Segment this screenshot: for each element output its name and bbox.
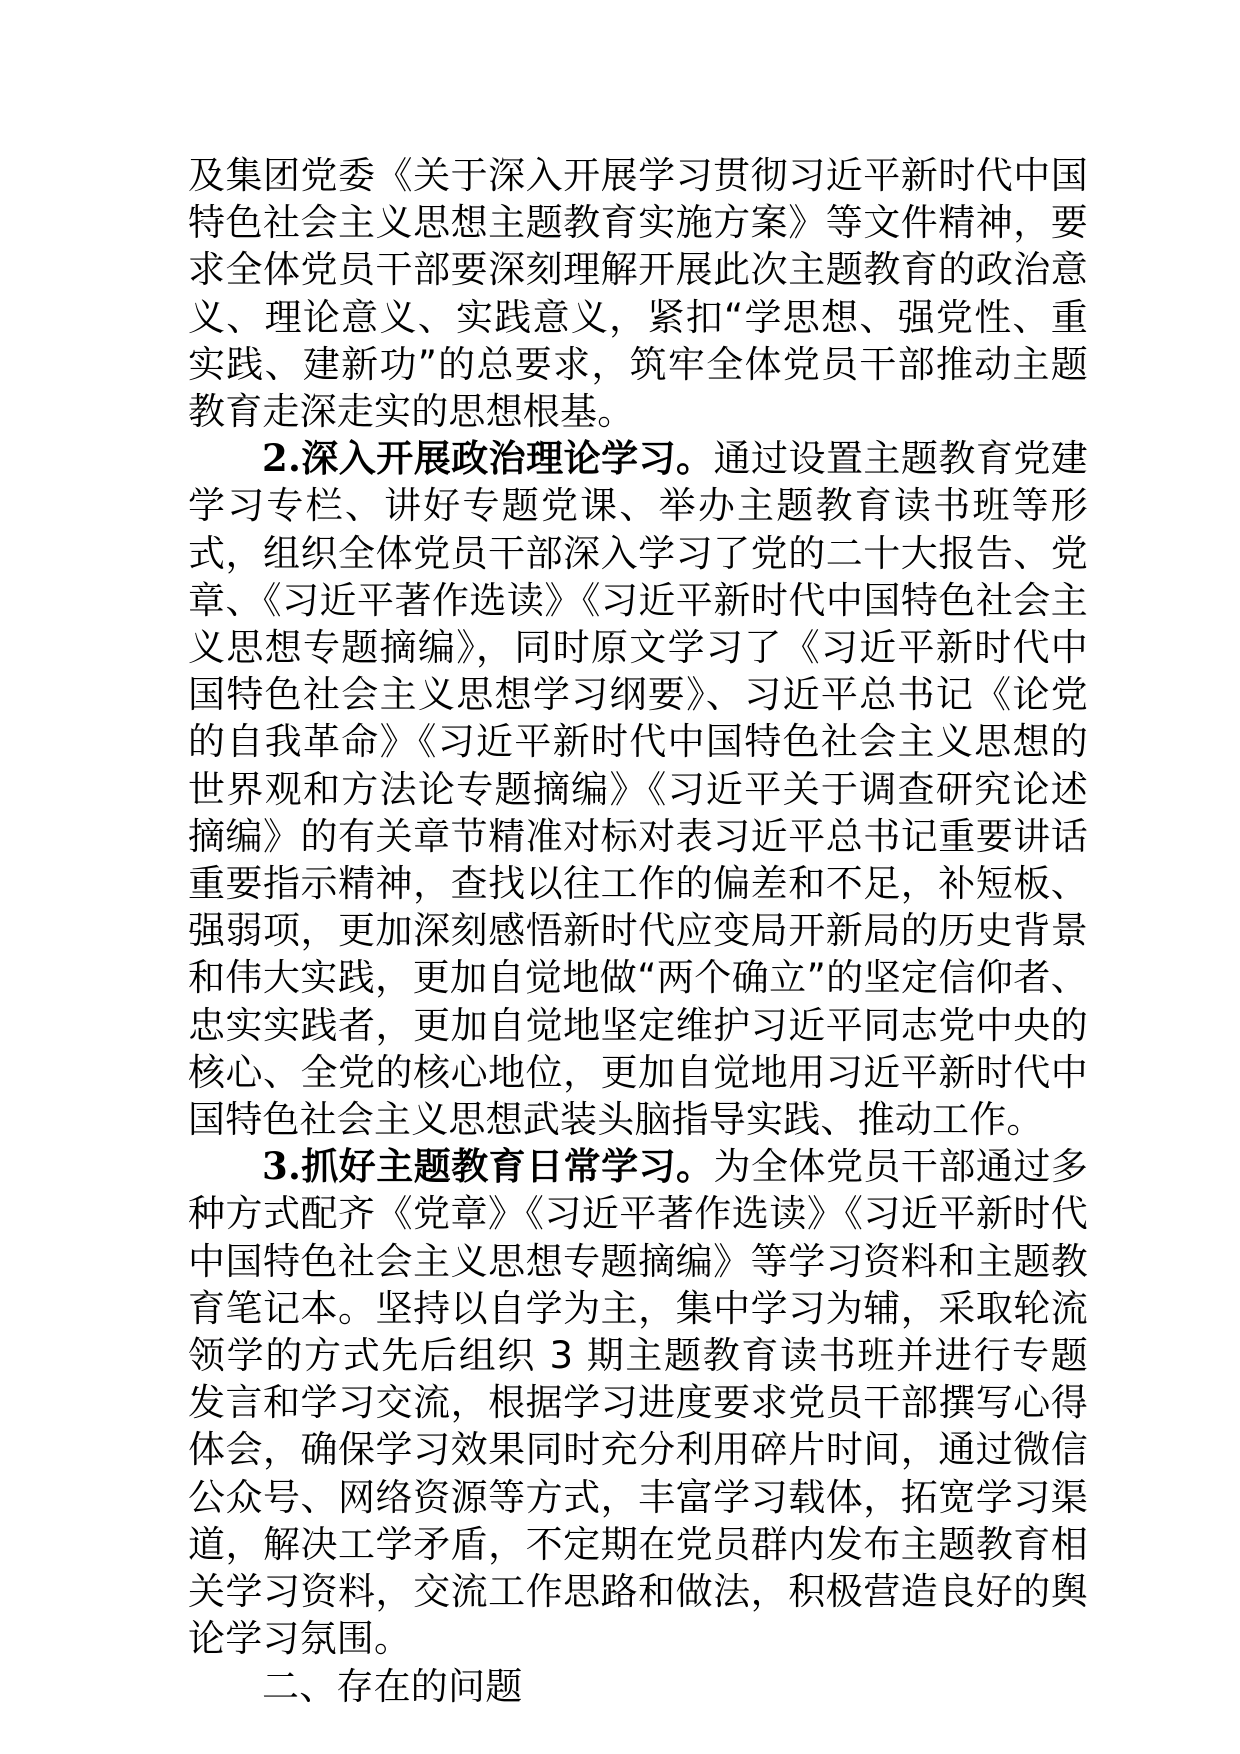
paragraph-3-text: 为全体党员干部通过多种方式配齐《党章》《习近平著作选读》《习近平新时代中国特色社会主义思想专题摘编》等学习资料和主题教育笔记本。坚持以自学为主，集中学习为辅，采取轮流领学的方式先后组织 3 期主题教育读书班并进行专题发言和学习交流，根据学习进度要求党员干部撰写心得体会，确保学习效果同时充分利用碎片时间，通过微信公众号、网络资源等方式，丰富学习载体，拓宽学习渠道，解决工学矛盾，不定期在党员群内发布主题教育相关学习资料，交流工作思路和做法，积极营造良好的舆论学习氛围。 [188, 1145, 1089, 1661]
paragraph-2-lead: 2.深入开展政治理论学习。 [262, 436, 714, 481]
paragraph-1 [188, 152, 1088, 435]
paragraph-3 [188, 1143, 1088, 1662]
paragraph-2 [188, 435, 1088, 1143]
document-body [188, 152, 1088, 1710]
section-heading: 二、存在的问题 [262, 1664, 523, 1708]
paragraph-2-text: 通过设置主题教育党建学习专栏、讲好专题党课、举办主题教育读书班等形式，组织全体党员干部深入学习了党的二十大报告、党章、《习近平著作选读》《习近平新时代中国特色社会主义思想专题摘编》，同时原文学习了《习近平新时代中国特色社会主义思想学习纲要》、习近平总书记《论党的自我革命》《习近平新时代中国特色社会主义思想的世界观和方法论专题摘编》《习近平关于调查研究论述摘编》的有关章节精准对标对表习近平总书记重要讲话重要指示精神，查找以往工作的偏差和不足，补短板、强弱项，更加深刻感悟新时代应变局开新局的历史背景和伟大实践，更加自觉地做“两个确立”的坚定信仰者、忠实实践者，更加自觉地坚定维护习近平同志党中央的核心、全党的核心地位，更加自觉地用习近平新时代中国特色社会主义思想武装头脑指导实践、推动工作。 [188, 437, 1089, 1142]
paragraph-1-text: 及集团党委《关于深入开展学习贯彻习近平新时代中国特色社会主义思想主题教育实施方案》等文件精神，要求全体党员干部要深刻理解开展此次主题教育的政治意义、理论意义、实践意义，紧扣“学思想、强党性、重实践、建新功”的总要求，筑牢全体党员干部推动主题教育走深走实的思想根基。 [188, 154, 1088, 434]
paragraph-3-lead: 3.抓好主题教育日常学习。 [262, 1144, 714, 1189]
